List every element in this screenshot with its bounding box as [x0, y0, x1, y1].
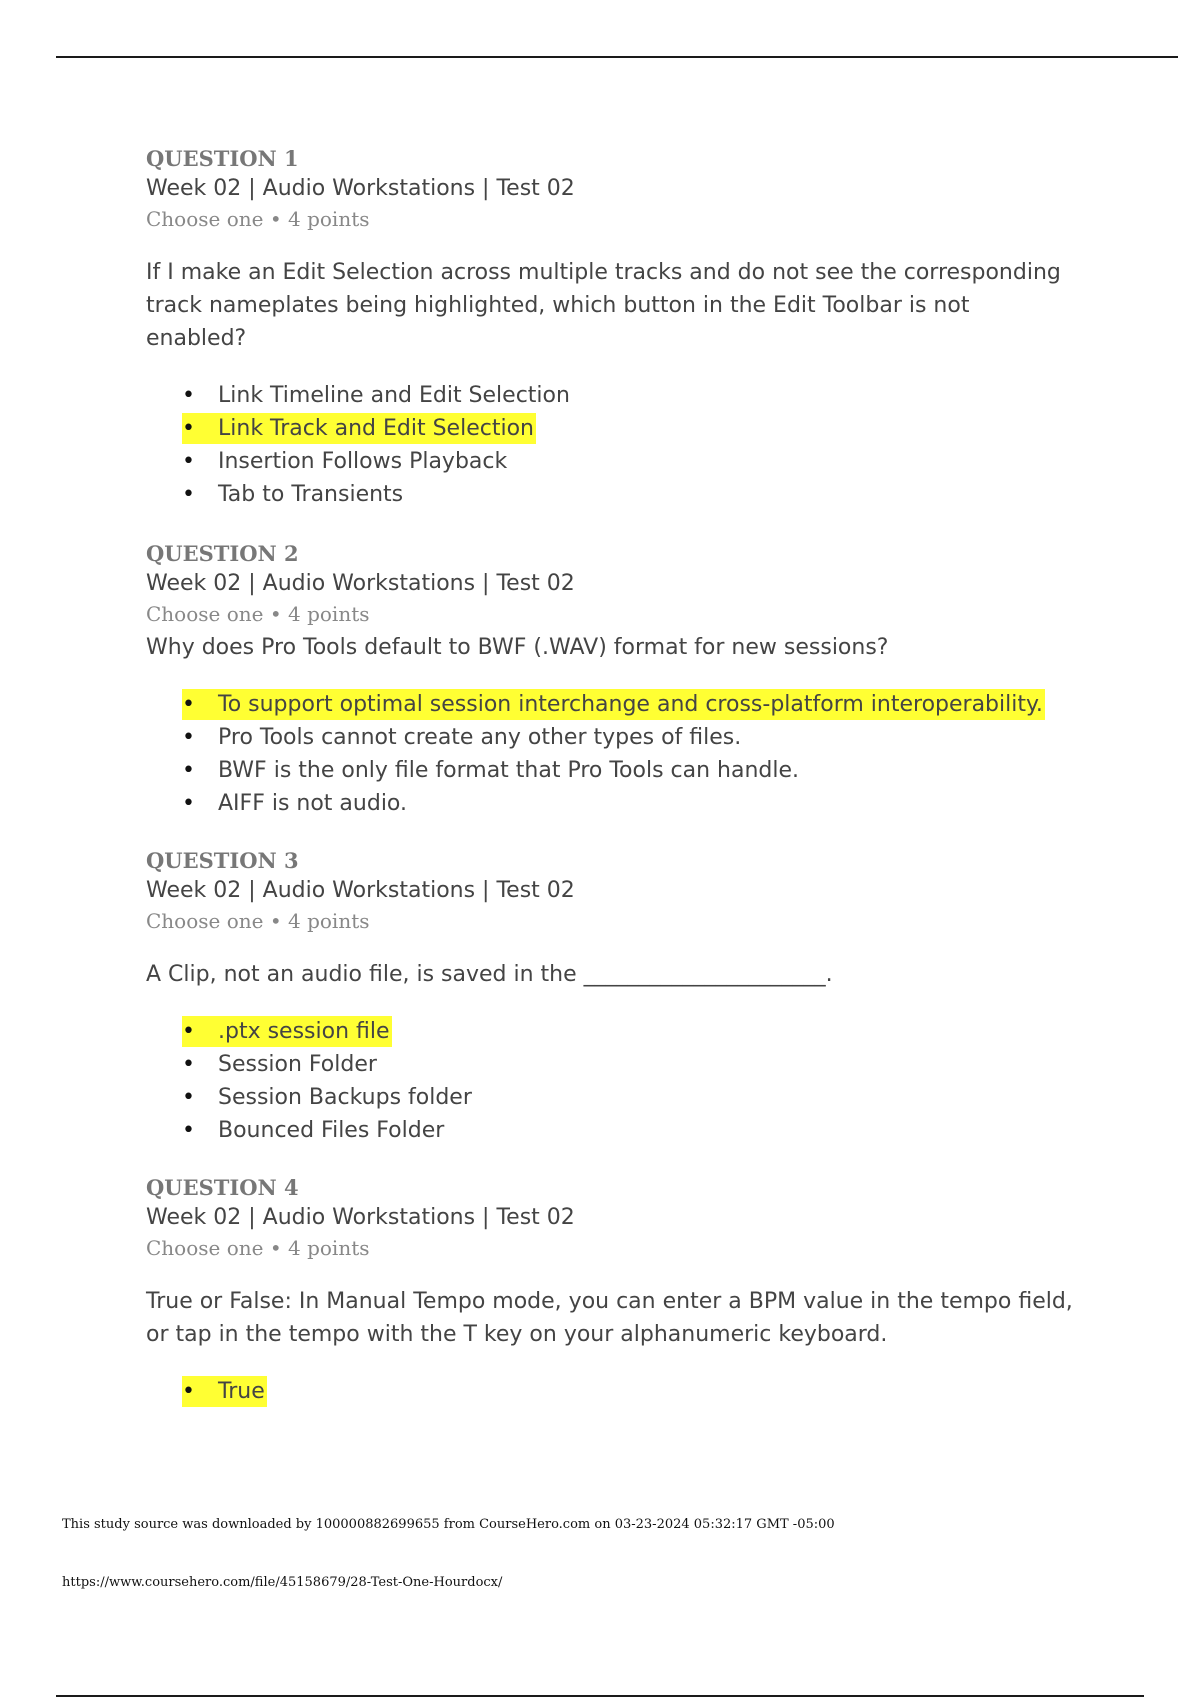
answer-option-selected[interactable] — [146, 412, 1086, 445]
quiz-content — [146, 144, 1086, 1408]
question-title: QUESTION 1 — [146, 146, 299, 171]
bullet-icon: • — [182, 1052, 195, 1077]
answer-label: .ptx session file — [218, 1019, 390, 1044]
answer-highlight — [182, 1016, 392, 1047]
question-meta: Choose one • 4 points — [146, 1236, 370, 1260]
answer-option[interactable] — [146, 379, 1086, 412]
answer-highlight — [182, 689, 1045, 720]
answer-label: Bounced Files Folder — [218, 1118, 445, 1143]
answer-label: BWF is the only file format that Pro Tools can handle. — [218, 758, 800, 783]
answer-label: Session Backups folder — [218, 1085, 472, 1110]
answer-label: To support optimal session interchange and cross-platform interoperability. — [218, 692, 1043, 717]
answer-list — [146, 1015, 1086, 1147]
question-meta: Choose one • 4 points — [146, 602, 370, 626]
answer-option-selected[interactable] — [146, 1015, 1086, 1048]
question-title: QUESTION 2 — [146, 541, 299, 566]
answer-label: Link Track and Edit Selection — [218, 416, 534, 441]
answer-list — [146, 379, 1086, 511]
question-2 — [146, 539, 1086, 820]
question-3 — [146, 846, 1086, 1147]
question-subtitle: Week 02 | Audio Workstations | Test 02 — [146, 176, 575, 201]
bullet-icon: • — [182, 725, 195, 750]
question-subtitle: Week 02 | Audio Workstations | Test 02 — [146, 878, 575, 903]
question-text: True or False: In Manual Tempo mode, you can enter a BPM value in the tempo field, or tap in the tempo with the T key on your alphanumeric keyboard. — [146, 1289, 1073, 1347]
bullet-icon: • — [182, 758, 195, 783]
question-title: QUESTION 3 — [146, 848, 299, 873]
question-title: QUESTION 4 — [146, 1175, 299, 1200]
answer-option[interactable] — [146, 754, 1086, 787]
answer-highlight — [182, 413, 536, 444]
answer-label: Pro Tools cannot create any other types of files. — [218, 725, 742, 750]
source-note: This study source was downloaded by 100000882699655 from CourseHero.com on 03-23-2024 05:32:17 GMT -05:00 — [62, 1517, 835, 1532]
question-4 — [146, 1173, 1086, 1408]
answer-list — [146, 1375, 1086, 1408]
answer-label: Insertion Follows Playback — [218, 449, 508, 474]
answer-option[interactable] — [146, 787, 1086, 820]
bullet-icon: • — [182, 1118, 195, 1143]
question-1 — [146, 144, 1086, 511]
bottom-rule — [56, 1695, 1144, 1697]
question-subtitle: Week 02 | Audio Workstations | Test 02 — [146, 1205, 575, 1230]
bullet-icon: • — [182, 416, 195, 441]
answer-label: AIFF is not audio. — [218, 791, 407, 816]
answer-option[interactable] — [146, 1081, 1086, 1114]
question-subtitle: Week 02 | Audio Workstations | Test 02 — [146, 571, 575, 596]
bullet-icon: • — [182, 692, 195, 717]
question-text: If I make an Edit Selection across multiple tracks and do not see the corresponding track nameplates being highlighted, which button in the Edit Toolbar is not enabled? — [146, 260, 1061, 351]
answer-option[interactable] — [146, 478, 1086, 511]
answer-option-selected[interactable] — [146, 688, 1086, 721]
answer-label: Tab to Transients — [218, 482, 404, 507]
top-rule — [56, 56, 1178, 58]
answer-option-selected[interactable] — [146, 1375, 1086, 1408]
bullet-icon: • — [182, 1085, 195, 1110]
bullet-icon: • — [182, 791, 195, 816]
bullet-icon: • — [182, 383, 195, 408]
answer-option[interactable] — [146, 721, 1086, 754]
answer-option[interactable] — [146, 1114, 1086, 1147]
bullet-icon: • — [182, 1019, 195, 1044]
answer-label: Link Timeline and Edit Selection — [218, 383, 570, 408]
bullet-icon: • — [182, 1379, 195, 1404]
answer-option[interactable] — [146, 1048, 1086, 1081]
bullet-icon: • — [182, 482, 195, 507]
question-text: Why does Pro Tools default to BWF (.WAV) format for new sessions? — [146, 635, 889, 660]
answer-label: Session Folder — [218, 1052, 377, 1077]
answer-list — [146, 688, 1086, 820]
source-url-link[interactable]: https://www.coursehero.com/file/45158679/28-Test-One-Hourdocx/ — [62, 1575, 503, 1590]
bullet-icon: • — [182, 449, 195, 474]
answer-option[interactable] — [146, 445, 1086, 478]
question-meta: Choose one • 4 points — [146, 207, 370, 231]
answer-label: True — [218, 1379, 265, 1404]
question-text: A Clip, not an audio file, is saved in the ______________________. — [146, 962, 833, 987]
question-meta: Choose one • 4 points — [146, 909, 370, 933]
